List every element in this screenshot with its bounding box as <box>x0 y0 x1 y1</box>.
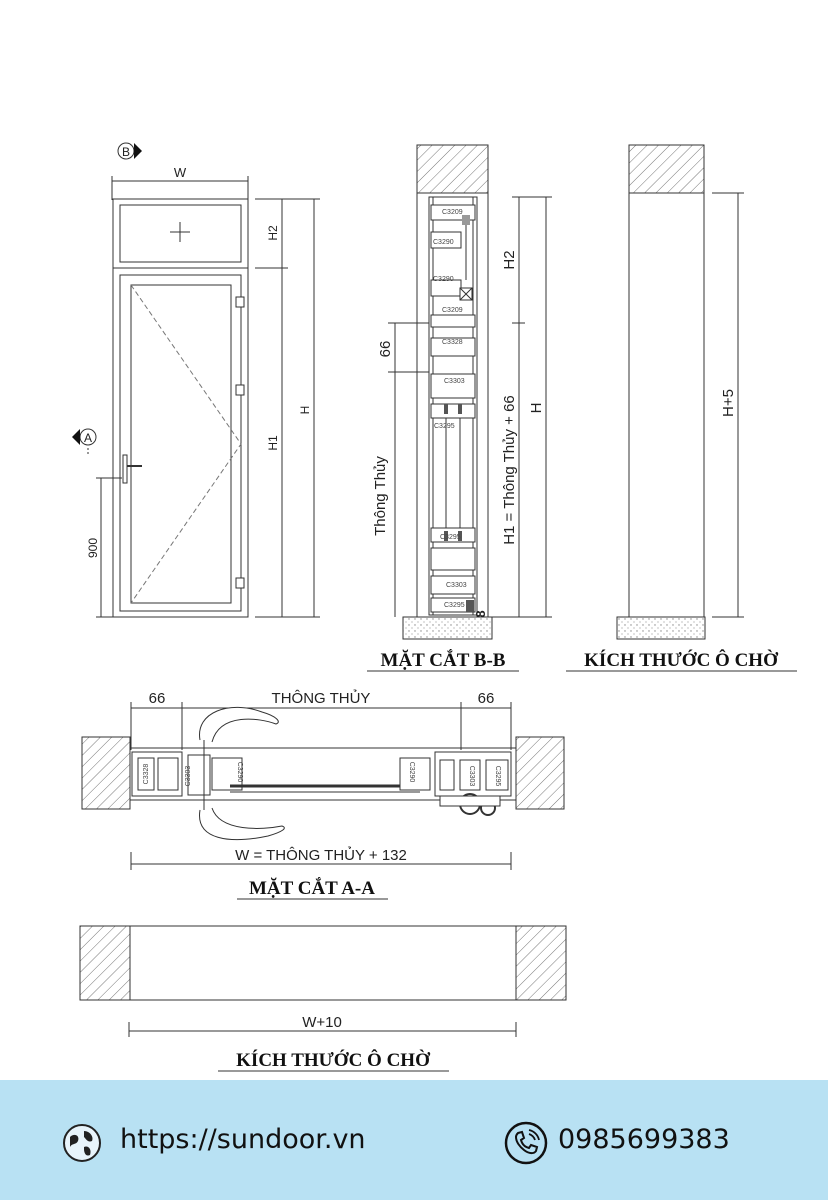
section-marker-b <box>118 143 142 159</box>
phone-number[interactable]: 0985699383 <box>558 1124 730 1155</box>
profile-code-aa-2: C3303 <box>185 765 192 787</box>
aa-dim-left-66: 66 <box>148 690 166 707</box>
section-bb <box>367 145 552 671</box>
profile-code-aa-4: C3290 <box>408 761 415 783</box>
phone-icon <box>503 1120 549 1166</box>
opening-vertical-title: KÍCH THƯỚC Ô CHỜ <box>584 650 778 671</box>
door-width-label: W <box>173 165 187 180</box>
opening-w10-label: W+10 <box>302 1014 342 1031</box>
opening-horizontal-title: KÍCH THƯỚC Ô CHỜ <box>236 1050 430 1071</box>
opening-h5-label: H+5 <box>720 389 737 417</box>
section-aa-title: MẶT CẮT A-A <box>249 878 375 899</box>
aa-dim-w: W = THÔNG THỦY + 132 <box>235 847 407 864</box>
profile-code-bb-8: C3295 <box>440 534 461 541</box>
profile-code-bb-5: C3328 <box>442 339 463 346</box>
transom-height-label: H2 <box>266 225 280 241</box>
section-marker-b-label: B <box>121 145 131 159</box>
total-height-label: H <box>298 405 312 415</box>
profile-code-aa-5: C3303 <box>468 765 475 787</box>
door-elevation <box>72 143 320 617</box>
handle-height-label: 900 <box>86 537 100 559</box>
globe-icon <box>62 1123 102 1163</box>
section-aa <box>82 689 564 899</box>
bb-dim-h: H <box>528 402 545 414</box>
profile-code-aa-6: C3295 <box>494 765 501 787</box>
profile-code-aa-1: C3328 <box>143 763 150 785</box>
section-bb-title: MẶT CẮT B-B <box>380 650 506 671</box>
opening-vertical <box>566 145 797 671</box>
bb-dim-thong-thuy: Thông Thủy <box>372 456 389 536</box>
profile-code-bb-3: C3290 <box>433 276 454 283</box>
contact-footer <box>0 1080 828 1200</box>
aa-dim-thong-thuy: THÔNG THỦY <box>271 690 371 707</box>
opening-horizontal <box>80 926 566 1071</box>
bb-dim-8: 8 <box>473 610 488 618</box>
profile-code-bb-2: C3290 <box>433 239 454 246</box>
profile-code-bb-7: C3295 <box>434 423 455 430</box>
profile-code-bb-10: C3295 <box>444 602 465 609</box>
bb-dim-h1: H1 = Thông Thủy + 66 <box>501 395 518 545</box>
profile-code-bb-9: C3303 <box>446 582 467 589</box>
profile-code-aa-3: C3290 <box>236 761 243 783</box>
profile-code-bb-4: C3209 <box>442 307 463 314</box>
door-height-label: H1 <box>266 435 280 451</box>
bb-dim-66: 66 <box>377 340 394 358</box>
profile-code-bb-1: C3209 <box>442 209 463 216</box>
aa-dim-right-66: 66 <box>477 690 495 707</box>
bb-dim-h2: H2 <box>501 250 518 270</box>
section-marker-a <box>72 429 96 445</box>
profile-code-bb-6: C3303 <box>444 378 465 385</box>
website-link[interactable]: https://sundoor.vn <box>120 1124 366 1155</box>
section-marker-a-label: A <box>83 431 93 445</box>
